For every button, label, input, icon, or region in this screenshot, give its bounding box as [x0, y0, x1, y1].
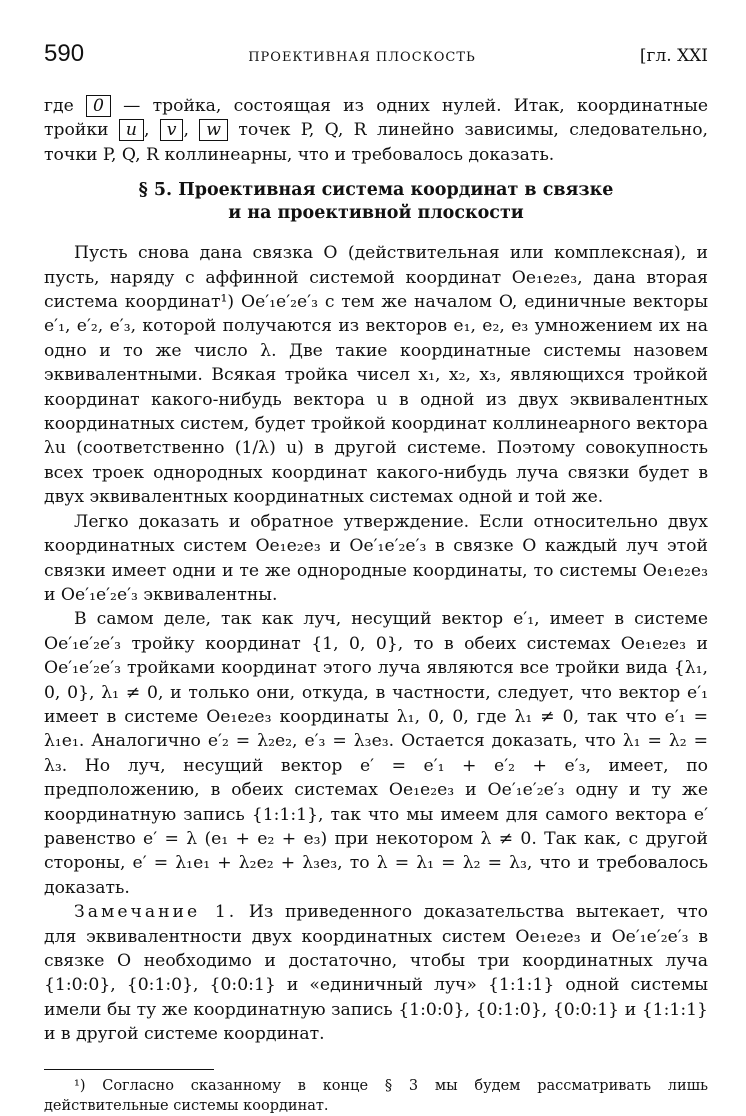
- intro-text-c: точек P, Q, R линейно зависимы, следовательно, точки P, Q, R коллинеарны, что и требовалось доказать.: [44, 120, 708, 165]
- footnote: ¹) Согласно сказанному в конце § 3 мы будем рассматривать лишь действительные системы координат.: [44, 1077, 708, 1114]
- remark-text: Из приведенного доказательства вытекает, что для эквивалентности двух координатных систем Oe₁e₂e₃ и Oe′₁e′₂e′₃ в связке O необходимо и достаточно, чтобы три координатных луча {1:0:0}, {0:1:0}, {0:0:1} и «единичный луч» {1:1:1} одной системы имели бы ту же координатную запись {1:0:0}, {0:1:0}, {0:0:1} и {1:1:1} и в другой системе координат.: [44, 902, 708, 1045]
- paragraph-2: Легко доказать и обратное утверждение. Если относительно двух координатных систем Oe₁e₂e₃ и Oe′₁e′₂e′₃ в связке O каждый луч этой связки имеет одни и те же однородные координаты, то системы Oe₁e₂e₃ и Oe′₁e′₂e′₃ эквивалентны.: [44, 511, 708, 605]
- page: [44, 40, 708, 1116]
- running-title: ПРОЕКТИВНАЯ ПЛОСКОСТЬ: [248, 50, 476, 65]
- triple-w-box: w: [199, 119, 228, 141]
- intro-text-a: где: [44, 96, 74, 116]
- running-header: [44, 40, 708, 68]
- paragraph-3: В самом деле, так как луч, несущий вектор e′₁, имеет в системе Oe′₁e′₂e′₃ тройку координат {1, 0, 0}, то в обеих системах Oe₁e₂e₃ и Oe′₁e′₂e′₃ тройками координат этого луча являются все тройки вида {λ₁, 0, 0}, λ₁ ≠ 0, и только они, откуда, в частности, следует, что вектор e′₁ имеет в системе Oe₁e₂e₃ координаты λ₁, 0, 0, где λ₁ ≠ 0, так что e′₁ = λ₁e₁. Аналогично e′₂ = λ₂e₂, e′₃ = λ₃e₃. Остается доказать, что λ₁ = λ₂ = λ₃. Но луч, несущий вектор e′ = e′₁ + e′₂ + e′₃, имеет, по предположению, в обеих системах Oe₁e₂e₃ и Oe′₁e′₂e′₃ одну и ту же координатную запись {1:1:1}, так что мы имеем для самого вектора e′ равенство e′ = λ (e₁ + e₂ + e₃) при некотором λ ≠ 0. Так как, с другой стороны, e′ = λ₁e₁ + λ₂e₂ + λ₃e₃, то λ = λ₁ = λ₂ = λ₃, что и требовалось доказать.: [44, 609, 708, 898]
- triple-v-box: v: [160, 119, 184, 141]
- zero-triple-box: 0: [86, 95, 111, 117]
- section-heading-line1: § 5. Проективная система координат в связке: [138, 180, 614, 201]
- triple-u-box: u: [119, 119, 144, 141]
- paragraph-1: Пусть снова дана связка O (действительная или комплексная), и пусть, наряду с аффинной системой координат Oe₁e₂e₃, дана вторая система координат¹) Oe′₁e′₂e′₃ с тем же началом O, единичные векторы e′₁, e′₂, e′₃, которой получаются из векторов e₁, e₂, e₃ умножением их на одно и то же число λ. Две такие координатные системы назовем эквивалентными. Всякая тройка чисел x₁, x₂, x₃, являющихся тройкой координат какого-нибудь вектора u в одной из двух эквивалентных координатных систем, будет тройкой координат коллинеарного вектора λu (соответственно (1/λ) u) в другой системе. Поэтому совокупность всех троек однородных координат какого-нибудь луча связки будет в двух эквивалентных координатных системах одной и той же.: [44, 243, 708, 508]
- remark-label: Замечание 1.: [74, 902, 238, 923]
- footnote-rule: [44, 1069, 214, 1070]
- intro-text-b: — тройка, состоящая из одних нулей. Итак, координатные тройки: [44, 96, 708, 141]
- intro-paragraph: где 0 — тройка, состоящая из одних нулей. Итак, координатные тройки u , v , w точек P, Q, R линейно зависимы, следовательно, точки P, Q, R коллинеарны, что и требовалось доказать.: [44, 96, 708, 165]
- section-heading-line2: и на проективной плоскости: [228, 203, 524, 224]
- chapter-label: [гл. XXI: [639, 46, 708, 66]
- paragraph-4: [44, 900, 708, 1046]
- page-number: 590: [44, 40, 85, 67]
- section-heading: [44, 179, 708, 225]
